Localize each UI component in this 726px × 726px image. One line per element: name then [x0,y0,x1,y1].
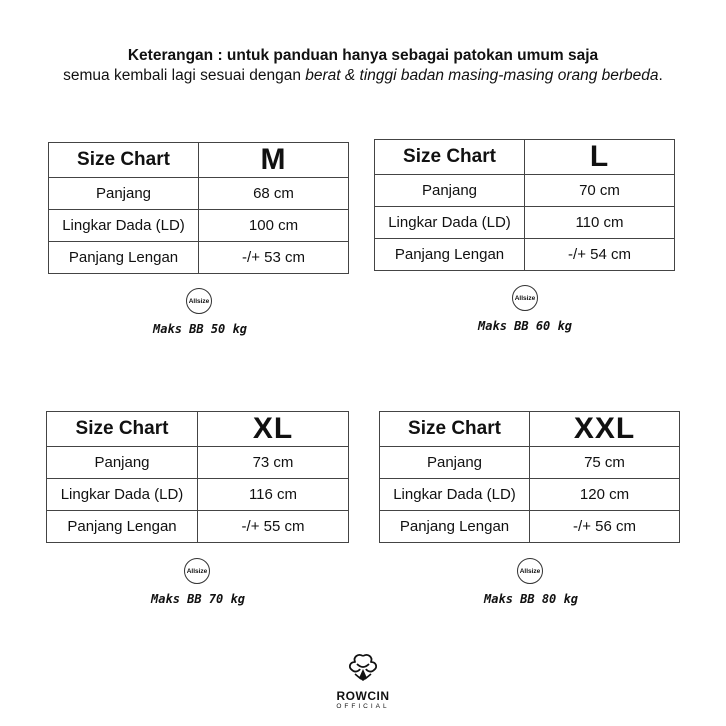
size-table [374,139,675,271]
row-value: 100 cm [199,210,349,242]
note-line-1: Keterangan : untuk panduan hanya sebagai patokan umum saja [127,47,599,64]
row-value: -/+ 53 cm [199,242,349,274]
row-label: Panjang [375,175,525,207]
row-value: 73 cm [198,447,349,479]
row-value: -/+ 56 cm [530,511,680,543]
allsize-badge: Allsize [186,288,212,314]
size-table [46,411,349,543]
row-label: Panjang Lengan [47,511,198,543]
row-label: Lingkar Dada (LD) [375,207,525,239]
brand-logo [313,652,413,710]
size-label: XL [198,412,349,447]
size-chart-m [48,142,349,274]
table-title: Size Chart [47,412,198,447]
row-label: Panjang Lengan [380,511,530,543]
note-line-2-emphasis: berat & tinggi badan masing-masing orang berbeda [305,67,659,84]
row-value: -/+ 55 cm [198,511,349,543]
row-label: Panjang [380,447,530,479]
brand-name: ROWCIN [336,689,390,703]
row-label: Panjang [49,178,199,210]
size-label: L [525,140,675,175]
row-value: 70 cm [525,175,675,207]
table-title: Size Chart [49,143,199,178]
row-value: 75 cm [530,447,680,479]
row-value: -/+ 54 cm [525,239,675,271]
allsize-badge: Allsize [512,285,538,311]
row-label: Panjang Lengan [375,239,525,271]
row-value: 116 cm [198,479,349,511]
row-label: Lingkar Dada (LD) [380,479,530,511]
row-value: 120 cm [530,479,680,511]
size-table [379,411,680,543]
row-label: Lingkar Dada (LD) [49,210,199,242]
note-line-2 [0,66,726,86]
cotton-flower-icon [345,652,381,682]
header-note [0,46,726,86]
row-value: 110 cm [525,207,675,239]
row-label: Panjang Lengan [49,242,199,274]
table-title: Size Chart [380,412,530,447]
note-line-2-text: semua kembali lagi sesuai dengan [63,67,306,84]
size-label: M [199,143,349,178]
table-title: Size Chart [375,140,525,175]
max-weight-text: Maks BB 50 kg [153,322,247,336]
note-line-2-end: . [658,67,663,84]
size-chart-xxl [379,411,680,543]
allsize-badge: Allsize [517,558,543,584]
allsize-badge: Allsize [184,558,210,584]
max-weight-text: Maks BB 60 kg [478,319,572,333]
size-chart-xl [46,411,349,543]
row-label: Panjang [47,447,198,479]
brand-subtitle: OFFICIAL [336,703,390,710]
size-table [48,142,349,274]
max-weight-text: Maks BB 80 kg [484,592,578,606]
row-label: Lingkar Dada (LD) [47,479,198,511]
max-weight-text: Maks BB 70 kg [151,592,245,606]
row-value: 68 cm [199,178,349,210]
size-label: XXL [530,412,680,447]
size-chart-l [374,139,675,271]
